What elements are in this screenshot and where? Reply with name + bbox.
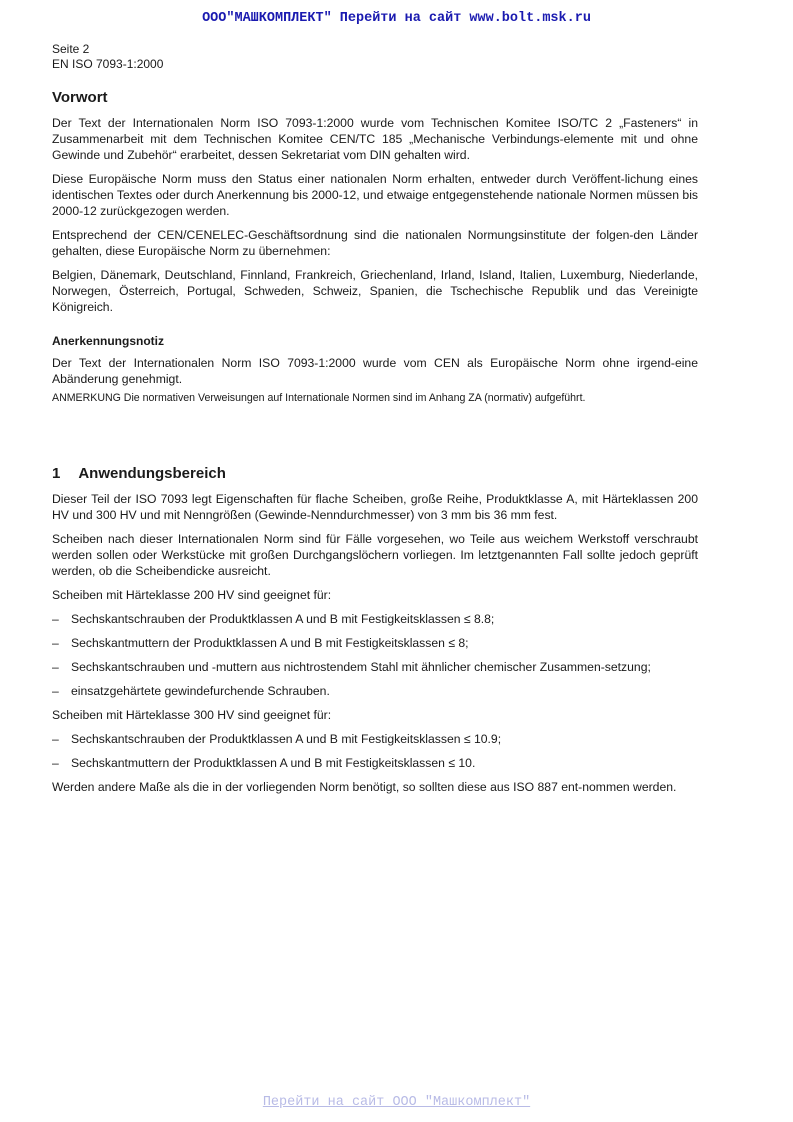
section-1-heading <box>52 465 698 483</box>
site-banner-link[interactable]: ООО"МАШКОМПЛЕКТ" Перейти на сайт www.bolt.msk.ru <box>202 11 591 26</box>
list-item: – Sechskantschrauben der Produktklassen A und B mit Festigkeitsklassen ≤ 8.8; <box>52 612 495 626</box>
anmerkung-note: ANMERKUNG Die normativen Verweisungen auf Internationale Normen sind im Anhang ZA (normativ) aufgeführt. <box>52 392 586 404</box>
list-200hv <box>52 611 698 699</box>
anerkennung-heading: Anerkennungsnotiz <box>52 334 165 348</box>
section-title: Anwendungsbereich <box>78 465 226 482</box>
list-item: – Sechskantmuttern der Produktklassen A und B mit Festigkeitsklassen ≤ 8; <box>52 636 469 650</box>
list-item: – Sechskantschrauben der Produktklassen A und B mit Festigkeitsklassen ≤ 10.9; <box>52 732 502 746</box>
vorwort-heading: Vorwort <box>52 89 108 106</box>
list-item: – Sechskantschrauben und -muttern aus nichtrostendem Stahl mit ähnlicher chemischer Zusammen-setzung; <box>52 660 651 674</box>
vorwort-paragraph: Diese Europäische Norm muss den Status einer nationalen Norm erhalten, entweder durch Veröffent-lichung eines identischen Textes oder durch Anerkennung bis 2000-12, und etwaige entgegenstehende nationale Normen müssen bis 2000-12 zurückgezogen werden. <box>52 172 698 218</box>
list-item: – einsatzgehärtete gewindefurchende Schrauben. <box>52 684 330 698</box>
section-paragraph: Scheiben nach dieser Internationalen Norm sind für Fälle vorgesehen, wo Teile aus weichem Werkstoff verschraubt werden sollen oder Werkstücke mit großen Durchgangslöchern vorliegen. Im letztgenannten Fall sollte jedoch geprüft werden, ob die Scheibendicke ausreicht. <box>52 532 698 578</box>
vorwort-paragraph: Belgien, Dänemark, Deutschland, Finnland, Frankreich, Griechenland, Irland, Island, Italien, Luxemburg, Niederlande, Norwegen, Österreich, Portugal, Schweden, Schweiz, Spanien, die Tschechische Republik und das Vereinigte Königreich. <box>52 268 698 314</box>
section-number: 1 <box>52 465 61 482</box>
vorwort-paragraph: Der Text der Internationalen Norm ISO 7093-1:2000 wurde vom Technischen Komitee ISO/TC 2 „Fasteners“ in Zusammenarbeit mit dem Technischen Komitee CEN/TC 185 „Mechanische Verbindungs-elemente mit und ohne Gewinde und Zubehör“ erarbeitet, dessen Sekretariat vom DIN gehalten wird. <box>52 116 698 162</box>
vorwort-paragraph: Entsprechend der CEN/CENELEC-Geschäftsordnung sind die nationalen Normungsinstitute der folgen-den Länder gehalten, diese Europäische Norm zu übernehmen: <box>52 228 698 258</box>
section-paragraph: Dieser Teil der ISO 7093 legt Eigenschaften für flache Scheiben, große Reihe, Produktklasse A, mit Härteklassen 200 HV und 300 HV und mit Nenngrößen (Gewinde-Nenndurchmesser) von 3 mm bis 36 mm fest. <box>52 492 698 522</box>
footer-site-link[interactable]: Перейти на сайт ООО "Машкомплект" <box>262 1095 531 1110</box>
document-page <box>52 42 698 803</box>
list-intro-300hv: Scheiben mit Härteklasse 300 HV sind geeignet für: <box>52 708 332 722</box>
standard-id: EN ISO 7093-1:2000 <box>52 57 164 71</box>
section-paragraph: Werden andere Maße als die in der vorliegenden Norm benötigt, so sollten diese aus ISO 887 ent-nommen werden. <box>52 780 677 794</box>
list-item: – Sechskantmuttern der Produktklassen A und B mit Festigkeitsklassen ≤ 10. <box>52 756 476 770</box>
page-number: Seite 2 <box>52 42 90 56</box>
anerkennung-text: Der Text der Internationalen Norm ISO 7093-1:2000 wurde vom CEN als Europäische Norm ohne irgend-eine Abänderung genehmigt. <box>52 356 698 386</box>
list-300hv <box>52 731 698 771</box>
list-intro-200hv: Scheiben mit Härteklasse 200 HV sind geeignet für: <box>52 588 332 602</box>
